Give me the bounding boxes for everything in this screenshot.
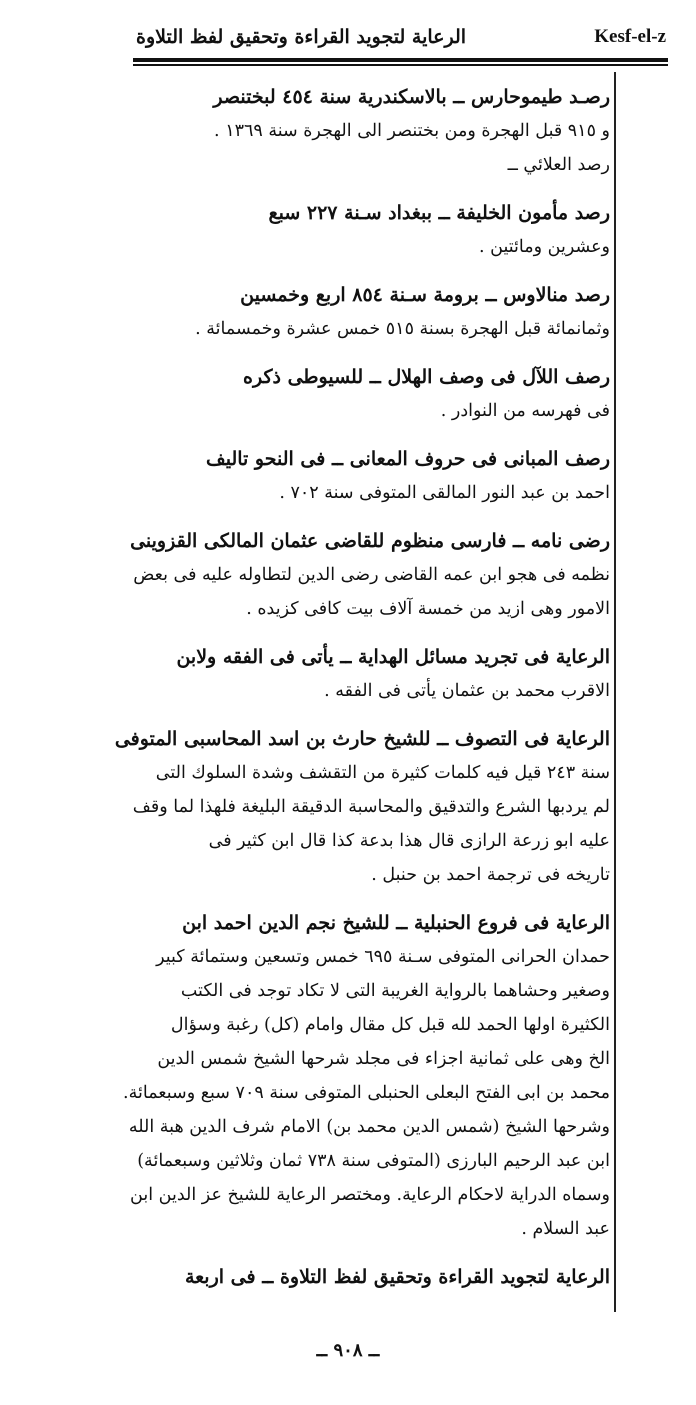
margin-rule — [614, 72, 616, 1312]
entry — [135, 360, 610, 428]
entry-text-line: سنة ٢٤٣ قيل فيه كلمات كثيرة من التقشف وشدة السلوك التى — [155, 763, 610, 783]
entry-heading-line: رصد منالاوس ــ برومة سـنة ٨٥٤ اربع وخمسين — [240, 284, 610, 306]
entry-text-line: تاريخه فى ترجمة احمد بن حنبل . — [371, 865, 610, 885]
entry — [123, 906, 610, 1246]
entry-text-line: رصد العلائي ــ — [507, 155, 610, 175]
entry-text-line: وصغير وحشاهما بالرواية الغريبة التى لا تكاد توجد فى الكتب — [180, 981, 610, 1001]
entry-heading-line: الرعاية فى التصوف ــ للشيخ حارث بن اسد المحاسبى المتوفى — [114, 728, 610, 750]
entry-text-line: محمد بن ابى الفتح البعلى الحنبلى المتوفى سنة ٧٠٩ سبع وسبعمائة. — [123, 1083, 610, 1103]
entry-text-line: فى فهرسه من النوادر . — [440, 401, 610, 421]
entry-text-line: وشرحها الشيخ (شمس الدين محمد بن) الامام شرف الدين هبة الله — [128, 1117, 610, 1137]
entry-text-line: وثمانمائة قبل الهجرة بسنة ٥١٥ خمس عشرة وخمسمائة . — [195, 319, 610, 339]
entry-heading-line: رصـد طيموحارس ــ بالاسكندرية سنة ٤٥٤ لبختنصر — [213, 86, 610, 108]
entry — [135, 1260, 610, 1294]
entry-text-line: و ٩١٥ قبل الهجرة ومن بختنصر الى الهجرة سنة ١٣٦٩ . — [214, 121, 610, 141]
entry-text-line: الامور وهى ازيد من خمسة آلاف بيت كافى كزيده . — [246, 599, 610, 619]
entries-column — [114, 80, 610, 1308]
entry — [130, 524, 610, 626]
entry-heading-line: رضى نامه ــ فارسى منظوم للقاضى عثمان المالكى القزوينى — [130, 530, 610, 552]
entry-text-line: عليه ابو زرعة الرازى قال هذا بدعة كذا قال ابن كثير فى — [208, 831, 610, 851]
entry-heading-line: الرعاية فى فروع الحنبلية ــ للشيخ نجم الدين احمد ابن — [182, 912, 610, 934]
running-header — [128, 26, 666, 54]
entry-heading-line: رصف اللآل فى وصف الهلال ــ للسيوطى ذكره — [243, 366, 610, 388]
entry-text-line: ابن عبد الرحيم البارزى (المتوفى سنة ٧٣٨ ثمان وثلاثين وسبعمائة) — [137, 1151, 610, 1171]
entry-text-line: الخ وهى على ثمانية اجزاء فى مجلد شرحها الشيخ شمس الدين — [157, 1049, 610, 1069]
entry — [135, 442, 610, 510]
page-number: ــ ٩٠٨ ــ — [316, 1340, 380, 1361]
entry — [135, 80, 610, 182]
entry-text-line: الاقرب محمد بن عثمان يأتى فى الفقه . — [324, 681, 610, 701]
entry-text-line: وسماه الدراية لاحكام الرعاية. ومختصر الرعاية للشيخ عز الدين ابن — [130, 1185, 610, 1205]
entry-heading-line: الرعاية فى تجريد مسائل الهداية ــ يأتى فى الفقه ولابن — [176, 646, 610, 668]
entry-heading-line: الرعاية لتجويد القراءة وتحقيق لفظ التلاوة ــ فى اربعة — [184, 1266, 610, 1288]
entry — [114, 722, 610, 892]
header-rule-thick — [133, 58, 668, 62]
entry — [135, 196, 610, 264]
header-title: الرعاية لتجويد القراءة وتحقيق لفظ التلاوة — [136, 26, 467, 48]
entry-text-line: وعشرين ومائتين . — [479, 237, 610, 257]
entry-text-line: الكثيرة اولها الحمد لله قبل كل مقال وامام (كل) رغبة وسؤال — [170, 1015, 610, 1035]
entry — [135, 278, 610, 346]
entry-heading-line: رصف المبانى فى حروف المعانى ــ فى النحو تاليف — [206, 448, 610, 470]
entry — [135, 640, 610, 708]
header-code: Kesf-el-z — [594, 26, 666, 47]
entry-text-line: احمد بن عبد النور المالقى المتوفى سنة ٧٠٢ . — [279, 483, 610, 503]
entry-heading-line: رصد مأمون الخليفة ــ ببغداد سـنة ٢٢٧ سبع — [268, 202, 610, 224]
entry-text-line: عبد السلام . — [521, 1219, 610, 1239]
entry-text-line: حمدان الحرانى المتوفى سـنة ٦٩٥ خمس وتسعين وستمائة كبير — [156, 947, 610, 967]
entry-text-line: نظمه فى هجو ابن عمه القاضى رضى الدين لتطاوله عليه فى بعض — [133, 565, 610, 585]
entry-text-line: لم يردبها الشرع والتدقيق والمحاسبة الدقيقة البليغة فلهذا لما وقف — [132, 797, 610, 817]
header-rule-thin — [133, 64, 668, 66]
